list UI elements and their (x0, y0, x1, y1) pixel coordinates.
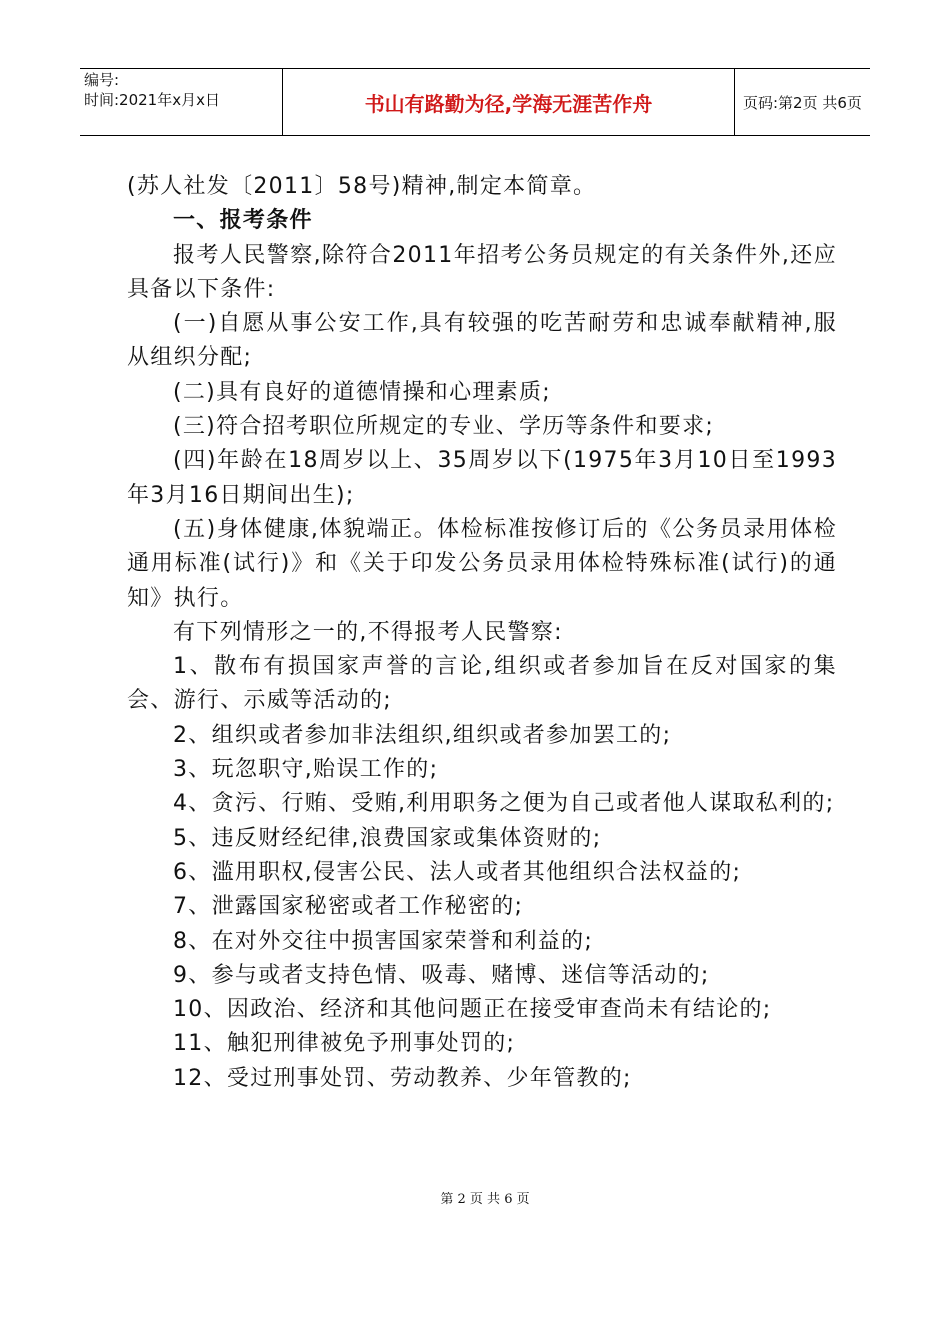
header-page-info: 页码:第2页 共6页 (743, 94, 862, 112)
header-motto: 书山有路勤为径,学海无涯苦作舟 (364, 92, 653, 116)
exclusion-item: 2、组织或者参加非法组织,组织或者参加罢工的; (173, 722, 672, 748)
document-body (127, 170, 837, 1096)
exclusion-item: 11、触犯刑律被免予刑事处罚的; (173, 1031, 516, 1057)
exclusion-item: 4、贪污、行贿、受贿,利用职务之便为自己或者他人谋取私利的; (173, 791, 835, 817)
exclusion-item: 6、滥用职权,侵害公民、法人或者其他组织合法权益的; (173, 859, 742, 885)
exclusion-item: 5、违反财经纪律,浪费国家或集体资财的; (173, 825, 602, 851)
header-meta-cell (80, 69, 283, 135)
condition-item: (一)自愿从事公安工作,具有较强的吃苦耐劳和忠诚奉献精神,服从组织分配; (127, 311, 837, 371)
exclusion-item: 8、在对外交往中损害国家荣誉和利益的; (173, 928, 594, 954)
exclusion-item: 3、玩忽职守,贻误工作的; (173, 757, 439, 783)
header-motto-cell (283, 69, 735, 135)
condition-item: (四)年龄在18周岁以上、35周岁以下(1975年3月10日至1993年3月16日期间出生); (127, 448, 837, 508)
document-time-label: 时间:2021年x月x日 (84, 91, 220, 109)
document-header (80, 68, 870, 136)
document-number-label: 编号: (84, 71, 120, 89)
page-footer: 第 2 页 共 6 页 (440, 1192, 530, 1207)
condition-item: (三)符合招考职位所规定的专业、学历等条件和要求; (173, 414, 715, 440)
header-page-cell (735, 69, 870, 135)
exclusion-item: 12、受过刑事处罚、劳动教养、少年管教的; (173, 1065, 632, 1091)
paragraph: 有下列情形之一的,不得报考人民警察: (173, 619, 563, 645)
exclusion-item: 7、泄露国家秘密或者工作秘密的; (173, 894, 524, 920)
condition-item: (五)身体健康,体貌端正。体检标准按修订后的《公务员录用体检通用标准(试行)》和《关于印发公务员录用体检特殊标准(试行)的通知》执行。 (127, 516, 837, 611)
exclusion-item: 1、散布有损国家声誉的言论,组织或者参加旨在反对国家的集会、游行、示威等活动的; (127, 654, 837, 714)
condition-item: (二)具有良好的道德情操和心理素质; (173, 379, 551, 405)
paragraph: (苏人社发〔2011〕58号)精神,制定本简章。 (127, 174, 597, 199)
paragraph: 报考人民警察,除符合2011年招考公务员规定的有关条件外,还应具备以下条件: (127, 242, 837, 302)
section-heading: 一、报考条件 (173, 208, 313, 234)
exclusion-item: 9、参与或者支持色情、吸毒、赌博、迷信等活动的; (173, 962, 710, 988)
exclusion-item: 10、因政治、经济和其他问题正在接受审查尚未有结论的; (173, 997, 772, 1023)
